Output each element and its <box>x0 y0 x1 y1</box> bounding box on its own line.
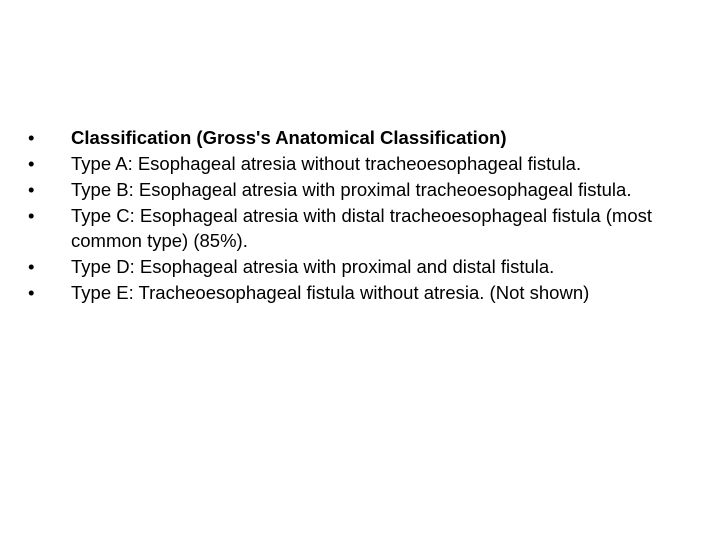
bullet-icon: • <box>28 153 35 174</box>
bullet-icon: • <box>28 255 35 277</box>
list-item-type-e <box>28 281 696 306</box>
bullet-icon: • <box>28 205 35 226</box>
type-c-text: Type C: Esophageal atresia with distal tracheoesophageal fistula (most common type) (85%). <box>71 205 653 251</box>
classification-heading: Classification (Gross's Anatomical Classification) <box>71 127 507 148</box>
type-b-text: Type B: Esophageal atresia with proximal tracheoesophageal fistula. <box>71 179 632 200</box>
bullet-icon: • <box>28 127 35 148</box>
bullet-icon: • <box>28 179 35 200</box>
list-item-type-c <box>28 204 696 253</box>
type-d-text: Type D: Esophageal atresia with proximal and distal fistula. <box>71 255 555 277</box>
type-e-text: Type E: Tracheoesophageal fistula without atresia. (Not shown) <box>71 281 590 303</box>
list-item-type-a <box>28 152 696 177</box>
list-item-classification-heading <box>28 126 696 151</box>
list-item-type-b <box>28 178 696 203</box>
list-item-type-d <box>28 255 696 280</box>
bullet-icon: • <box>28 281 35 303</box>
type-a-text: Type A: Esophageal atresia without tracheoesophageal fistula. <box>71 153 582 174</box>
bullet-list <box>28 126 696 307</box>
